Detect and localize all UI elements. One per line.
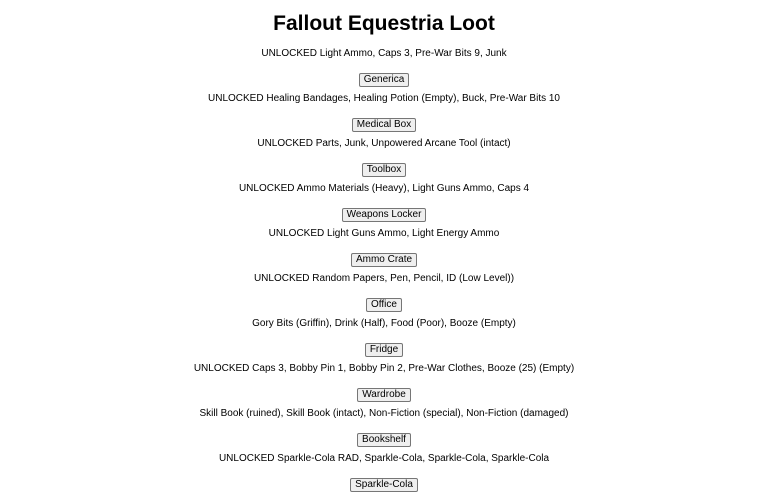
loot-entry-bookshelf: [0, 408, 768, 443]
office-button[interactable]: Office: [366, 298, 402, 312]
loot-entry-generica: [0, 48, 768, 83]
loot-contents: UNLOCKED Caps 3, Bobby Pin 1, Bobby Pin 2, Pre-War Clothes, Booze (25) (Empty): [193, 363, 575, 374]
loot-entry-sparkle-cola: [0, 453, 768, 488]
sparkle-cola-button[interactable]: Sparkle-Cola: [350, 478, 418, 492]
loot-entry-ammo-crate: [0, 228, 768, 263]
loot-entry-weapons-locker: [0, 183, 768, 218]
loot-entry-toolbox: [0, 138, 768, 173]
generica-button[interactable]: Generica: [359, 73, 410, 87]
loot-entry-wardrobe: [0, 363, 768, 398]
fridge-button[interactable]: Fridge: [365, 343, 403, 357]
loot-contents: Skill Book (ruined), Skill Book (intact), Non-Fiction (special), Non-Fiction (damaged): [199, 408, 569, 419]
weapons-locker-button[interactable]: Weapons Locker: [342, 208, 427, 222]
page-title: Fallout Equestria Loot: [273, 12, 495, 35]
loot-contents: Gory Bits (Griffin), Drink (Half), Food (Poor), Booze (Empty): [252, 318, 516, 329]
loot-contents: UNLOCKED Light Guns Ammo, Light Energy Ammo: [268, 228, 500, 239]
wardrobe-button[interactable]: Wardrobe: [357, 388, 411, 402]
bookshelf-button[interactable]: Bookshelf: [357, 433, 411, 447]
loot-entry-medical-box: [0, 93, 768, 128]
loot-contents: UNLOCKED Sparkle-Cola RAD, Sparkle-Cola, Sparkle-Cola, Sparkle-Cola: [218, 453, 550, 464]
loot-contents: UNLOCKED Light Ammo, Caps 3, Pre-War Bits 9, Junk: [261, 48, 507, 59]
loot-contents: UNLOCKED Random Papers, Pen, Pencil, ID (Low Level)): [253, 273, 515, 284]
loot-entry-office: [0, 273, 768, 308]
toolbox-button[interactable]: Toolbox: [362, 163, 406, 177]
medical-box-button[interactable]: Medical Box: [352, 118, 416, 132]
ammo-crate-button[interactable]: Ammo Crate: [351, 253, 417, 267]
loot-contents: UNLOCKED Parts, Junk, Unpowered Arcane Tool (intact): [257, 138, 511, 149]
loot-entry-fridge: [0, 318, 768, 353]
loot-contents: UNLOCKED Ammo Materials (Heavy), Light Guns Ammo, Caps 4: [238, 183, 530, 194]
loot-contents: UNLOCKED Healing Bandages, Healing Potion (Empty), Buck, Pre-War Bits 10: [208, 93, 560, 104]
